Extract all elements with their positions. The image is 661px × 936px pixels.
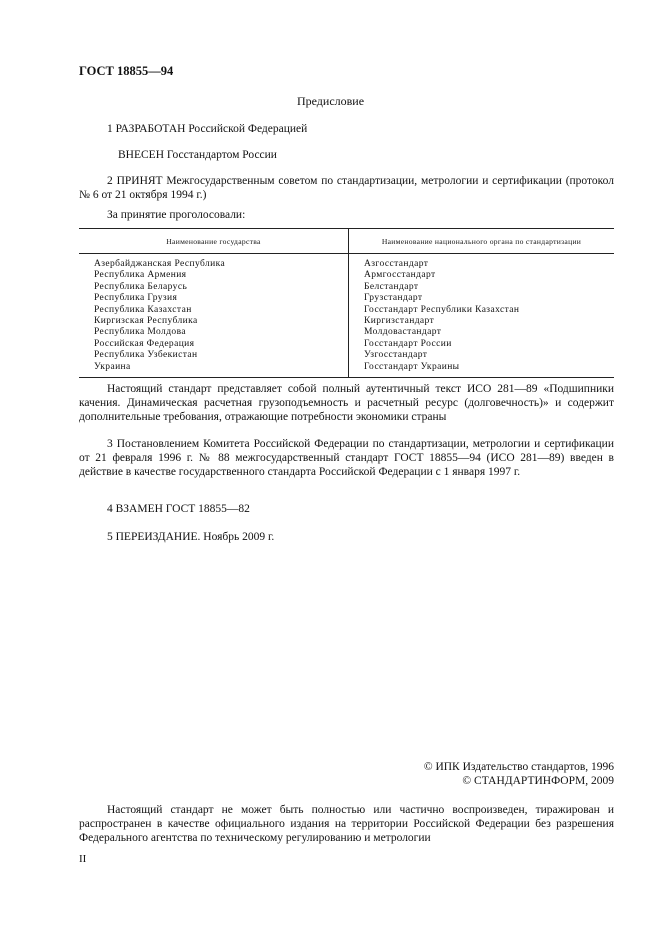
table-cell-body: Узгосстандарт (364, 350, 428, 361)
table-cell-state: Республика Узбекистан (94, 350, 198, 361)
table-cell-state: Республика Грузия (94, 293, 178, 304)
table-cell-body: Госстандарт Украины (364, 361, 460, 372)
copyright-line-1: © ИПК Издательство стандартов, 1996 (423, 761, 614, 773)
page-number: II (79, 853, 87, 865)
table-cell-body: Армгосстандарт (364, 270, 436, 281)
table-cell-state: Российская Федерация (94, 338, 195, 349)
item-5-reissue: 5 ПЕРЕИЗДАНИЕ. Ноябрь 2009 г. (107, 531, 275, 543)
column-header-standards-body: Наименование национального органа по стандартизации (349, 229, 615, 254)
section-title: Предисловие (296, 94, 365, 108)
table-cell-state: Республика Казахстан (94, 304, 192, 315)
table-cell-body: Молдовастандарт (364, 327, 442, 338)
table-cell-body: Азгосстандарт (364, 259, 429, 269)
table-cell-state: Республика Армения (94, 270, 187, 281)
item-3-enacted: 3 Постановлением Комитета Российской Федерации по стандартизации, метрологии и сертификации от 21 февраля 1996 г. № 88 межгосударственный стандарт ГОСТ 18855—94 (ИСО 281—89) введен в действие в качестве государственного стандарта Российской Федерации с 1 января 1997 г. (79, 438, 614, 478)
table-cell-state: Украина (94, 361, 131, 372)
table-cell-state: Киргизская Республика (94, 315, 198, 326)
item-1-developed: 1 РАЗРАБОТАН Российской Федерацией (107, 123, 308, 135)
item-4-replaces: 4 ВЗАМЕН ГОСТ 18855—82 (107, 503, 250, 515)
table-cell-body: Киргизстандарт (364, 315, 435, 326)
table-body-row (79, 254, 614, 378)
table-cell-body: Госстандарт Республики Казахстан (364, 304, 520, 315)
reproduction-notice: Настоящий стандарт не может быть полностью или частично воспроизведен, тиражирован и распространен в качестве официального издания на территории Российской Федерации без разрешения Федерального агентства по техническому регулированию и метрологии (79, 804, 614, 844)
states-column (79, 254, 349, 378)
paragraph-standard-scope: Настоящий стандарт представляет собой полный аутентичный текст ИСО 281—89 «Подшипники качения. Динамическая расчетная грузоподъемность и расчетный ресурс (долговечность)» и содержит дополнительные требования, отражающие потребности экономики страны (79, 383, 614, 423)
table-cell-body: Госстандарт России (364, 338, 452, 349)
table-cell-body: Грузстандарт (364, 293, 423, 304)
column-header-state: Наименование государства (79, 229, 349, 254)
table-cell-body: Белстандарт (364, 281, 419, 292)
item-2-adopted: 2 ПРИНЯТ Межгосударственным советом по стандартизации, метрологии и сертификации (протокол № 6 от 21 октября 1994 г.) (79, 175, 614, 201)
vote-intro: За принятие проголосовали: (107, 209, 246, 221)
table-cell-state: Азербайджанская Республика (94, 259, 226, 269)
table-cell-state: Республика Молдова (94, 327, 186, 338)
document-code: ГОСТ 18855—94 (79, 64, 174, 78)
copyright-line-2: © СТАНДАРТИНФОРМ, 2009 (462, 775, 614, 787)
table-header-row (79, 229, 614, 254)
standards-bodies-column (349, 254, 615, 378)
item-1-introduced: ВНЕСЕН Госстандартом России (118, 149, 277, 161)
table-cell-state: Республика Беларусь (94, 281, 188, 292)
voting-table (79, 228, 614, 378)
